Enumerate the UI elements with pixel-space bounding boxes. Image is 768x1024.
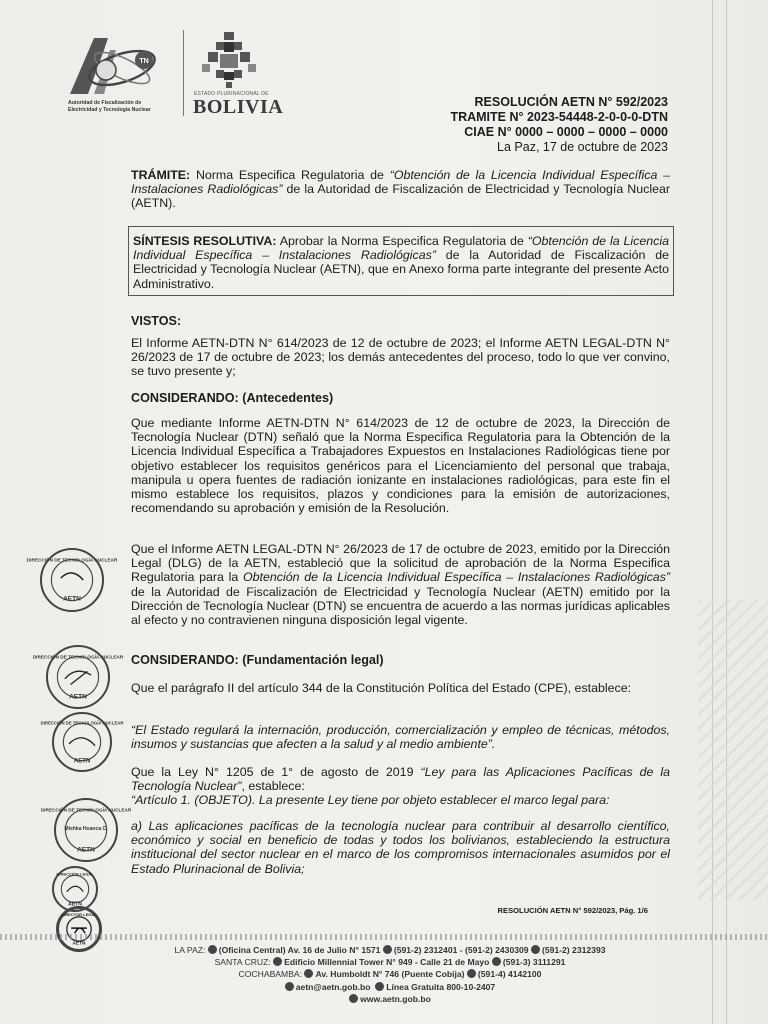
stamp-center-text: AETN <box>69 693 87 701</box>
phone-text: (591-4) 4142100 <box>477 969 542 980</box>
fundamentacion-heading: CONSIDERANDO: (Fundamentación legal) <box>131 653 384 667</box>
vistos-heading: VISTOS: <box>131 314 182 328</box>
text-span: de la Autoridad de Fiscalización de Electricidad y Tecnología Nuclear (AETN). <box>131 182 671 211</box>
stamp-direccion-legal <box>52 866 98 912</box>
footer-line-cochabamba <box>90 968 690 980</box>
resolution-number: RESOLUCIÓN AETN N° 592/2023 <box>474 95 668 109</box>
law-article: “Artículo 1. (OBJETO). La presente Ley tiene por objeto establecer el marco legal para: <box>131 793 610 807</box>
footer-line-la-paz <box>90 944 690 956</box>
address-text: Edificio Millennial Tower N° 949 - Calle 21 de Mayo <box>284 957 490 968</box>
text-span: Que el Informe AETN LEGAL-DTN N° 26/2023 de 17 de octubre de 2023, emitido por la Dirección Legal (DLG) de la AETN, estableció que la solicitud de aprobación de la Norma Especifica Regulatoria para la <box>131 542 670 585</box>
text-span: , establece: <box>241 779 305 794</box>
fundamentacion-paragraph-2 <box>131 765 670 793</box>
footer-line-contact <box>90 981 690 993</box>
hotline-text: Línea Gratuita 800-10-2407 <box>386 981 496 992</box>
stamp-tecnologia-nuclear <box>32 645 124 709</box>
page-reference: RESOLUCIÓN AETN N° 592/2023, Pág. 1/6 <box>497 906 648 915</box>
footer-separator <box>0 934 768 940</box>
text-span: “Obtención de la Licencia Individual Específica – Instalaciones Radiológicas” <box>131 168 670 197</box>
fax-icon <box>531 945 540 954</box>
city-label: SANTA CRUZ: <box>214 957 271 968</box>
location-icon <box>273 957 282 966</box>
address-text: (Oficina Central) Av. 16 de Julio N° 1571 <box>218 945 381 955</box>
text-span: Que la Ley N° 1205 de 1° de agosto de 2019 <box>131 765 421 779</box>
footer-line-santa-cruz <box>90 956 690 968</box>
stamp-tecnologia-nuclear <box>40 712 124 772</box>
location-icon <box>208 945 217 954</box>
antecedentes-heading: CONSIDERANDO: (Antecedentes) <box>131 391 334 405</box>
tramite-number: TRAMITE N° 2023-54448-2-0-0-0-DTN <box>450 110 668 124</box>
text-span: Norma Especifica Regulatoria de <box>190 168 390 182</box>
antecedentes-paragraph-2 <box>131 542 670 627</box>
header-divider <box>183 30 184 116</box>
sintesis-paragraph <box>133 234 669 291</box>
bolivia-caption: ESTADO PLURINACIONAL DE <box>194 91 269 97</box>
law-item-a: a) Las aplicaciones pacíficas de la tecnología nuclear para contribuir al desarrollo científico, económico y social en beneficio de todas y todos los bolivianos, estableciendo la estructura institucional del sector nuclear en el marco de los compromisos internacionales asumidos por el Estado Plurinacional de Bolivia; <box>131 819 670 876</box>
globe-icon <box>349 994 358 1003</box>
location-icon <box>304 969 313 978</box>
phone-icon <box>492 957 501 966</box>
cpe-quote: “El Estado regulará la internación, producción, comercialización y empleo de técnicas, métodos, insumos y sustancias que afecten a la salud y al medio ambiente”. <box>131 723 670 752</box>
stamp-ring-text: DIRECCIÓN LEGAL <box>56 871 94 877</box>
vistos-paragraph: El Informe AETN-DTN N° 614/2023 de 12 de octubre de 2023; el Informe AETN LEGAL-DTN N° 26/2023 de 17 de octubre de 2023; los demás antecedentes del proceso, todo lo que ver convino, se tuvo presente y; <box>131 336 670 379</box>
stamp-ring-text: DIRECCIÓN DE TECNOLOGÍA NUCLEAR <box>40 720 124 726</box>
resolution-block <box>450 95 668 155</box>
stamp-ring-text: DIRECCIÓN DE TECNOLOGÍA NUCLEAR <box>40 807 132 813</box>
phone-icon <box>375 982 384 991</box>
stamp-ring-text: DIRECCIÓN DE TECNOLOGÍA NUCLEAR <box>26 557 118 563</box>
stamp-ring-text: DIRECTOR LEGAL <box>61 911 97 917</box>
text-span: Obtención de la Licencia Individual Específica – Instalaciones Radiológicas” <box>243 570 670 585</box>
stamp-ring-text: DIRECCIÓN DE TECNOLOGÍA NUCLEAR <box>32 654 124 660</box>
stamp-name-text: Mishka Huanca C. <box>64 826 108 832</box>
text-span: “Obtención de la Licencia Individual Específica – Instalaciones Radiológicas” <box>133 234 669 263</box>
fax-text: (591-2) 2312393 <box>541 945 606 955</box>
text-span: Aprobar la Norma Especifica Regulatoria de <box>276 234 528 248</box>
website-link[interactable]: www.aetn.gob.bo <box>360 993 431 1004</box>
text-span: de la Autoridad de Fiscalización de Electricidad y Tecnología Nuclear (AETN) emitido por la Dirección de Tecnología Nuclear (DTN) se encuentra de acuerdo a las normas jurídicas aplicables al efecto y no contravienen ninguna disposición legal vigente. <box>131 584 670 628</box>
phone-text: (591-2) 2312401 - (591-2) 2430309 <box>393 945 529 955</box>
email-text[interactable]: aetn@aetn.gob.bo <box>295 981 371 992</box>
stamp-center-text: AETN <box>73 758 91 765</box>
tramite-paragraph <box>131 168 670 211</box>
stamp-center-text: AETN <box>72 941 86 947</box>
sintesis-label: SÍNTESIS RESOLUTIVA: <box>133 234 277 248</box>
city-label: LA PAZ: <box>174 945 206 955</box>
phone-icon <box>467 969 476 978</box>
phone-text: (591-3) 3111291 <box>502 957 566 968</box>
aetn-tagline <box>68 100 180 113</box>
stamp-center-text: AETN <box>68 901 82 908</box>
svg-text:TN: TN <box>139 58 149 65</box>
decorative-pattern <box>698 600 768 900</box>
stamp-center-text: AETN <box>63 595 81 603</box>
bolivia-name: BOLIVIA <box>193 96 284 118</box>
stamp-tecnologia-nuclear <box>40 798 132 862</box>
footer-line-web <box>90 993 690 1005</box>
fundamentacion-paragraph-1: Que el parágrafo II del artículo 344 de la Constitución Política del Estado (CPE), establece: <box>131 681 632 695</box>
address-text: Av. Humboldt N° 746 (Puente Cobija) <box>315 969 465 980</box>
stamp-center-text: AETN <box>77 846 95 854</box>
stamp-tecnologia-nuclear <box>26 548 118 612</box>
tagline-line: Electricidad y Tecnología Nuclear <box>68 106 151 113</box>
text-span: “Ley para las Aplicaciones Pacíficas de la Tecnología Nuclear” <box>131 765 670 794</box>
city-label: COCHABAMBA: <box>238 969 303 980</box>
bolivia-emblem <box>198 30 262 90</box>
text-span: de la Autoridad de Fiscalización de Electricidad y Tecnología Nuclear (AETN), que en Anexo forma parte integrante del presente Acto Administrativo. <box>133 248 669 291</box>
antecedentes-paragraph-1: Que mediante Informe AETN-DTN N° 614/2023 de 12 de octubre de 2023, la Dirección de Tecnología Nuclear (DTN) señaló que la Norma Especifica Regulatoria para la Obtención de la Licencia Individual Específica a Trabajadores Expuestos en Instalaciones Radiológicas tiene por objetivo establecer los requisitos genéricos para el Licenciamiento del personal que trabaja, manipula u opera fuentes de radiación ionizante en instalaciones radiológicas, para este fin el mismo establece los requisitos, plazos y condiciones para la emisión de autorizaciones, recomendando su aprobación y emisión de la Resolución. <box>131 416 670 516</box>
footer-contact <box>90 944 690 1005</box>
tramite-label: TRÁMITE: <box>131 168 191 182</box>
ciae-number: CIAE N° 0000 – 0000 – 0000 – 0000 <box>464 125 668 139</box>
resolution-date: La Paz, 17 de octubre de 2023 <box>497 140 668 154</box>
phone-icon <box>383 945 392 954</box>
email-icon <box>285 982 294 991</box>
tagline-line: Autoridad de Fiscalización de <box>68 100 142 106</box>
